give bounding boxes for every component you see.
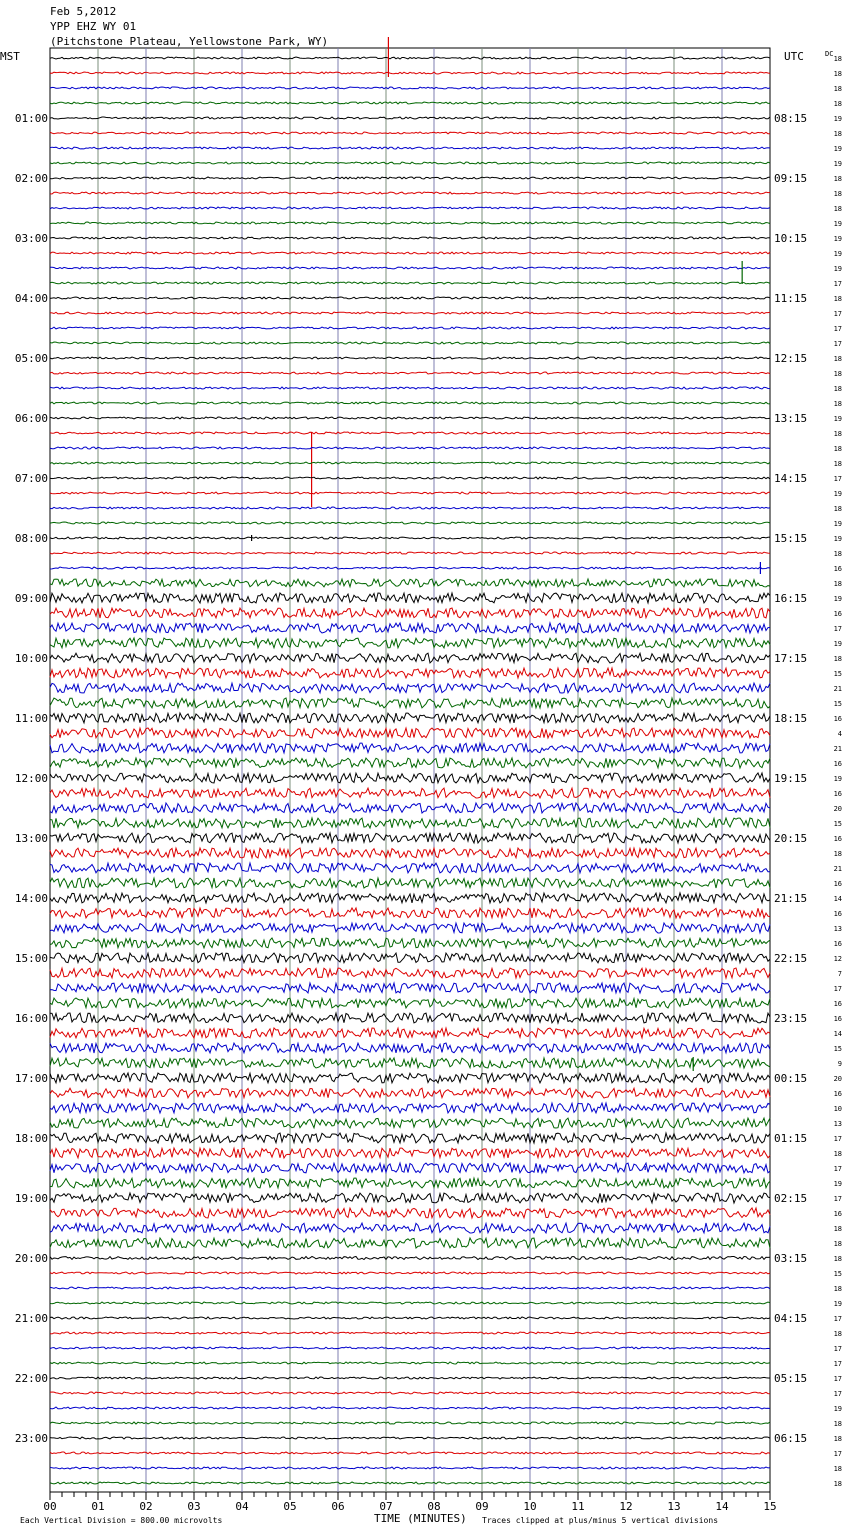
seismic-trace (50, 1133, 770, 1143)
dc-offset-label: 18 (833, 460, 842, 468)
mst-hour-label: 23:00 (14, 1432, 48, 1445)
seismic-trace (50, 222, 770, 224)
dc-offset-label: 18 (833, 85, 842, 93)
seismic-trace (50, 1422, 770, 1424)
dc-offset-label: 16 (833, 1015, 842, 1023)
dc-offset-label: 17 (833, 1315, 842, 1323)
seismic-trace (50, 908, 770, 918)
utc-hour-label: 01:15 (774, 1132, 808, 1145)
mst-hour-label: 12:00 (14, 772, 48, 785)
dc-column-label: DC (825, 50, 834, 58)
seismic-trace (50, 998, 770, 1008)
seismic-trace (50, 1407, 770, 1409)
dc-offset-label: 17 (833, 1135, 842, 1143)
dc-offset-label: 17 (833, 1450, 842, 1458)
seismic-trace (50, 1347, 770, 1349)
seismic-trace (50, 983, 770, 993)
mst-hour-label: 06:00 (14, 412, 48, 425)
seismic-trace (50, 1148, 770, 1158)
utc-hour-label: 04:15 (774, 1312, 808, 1325)
scale-note: Each Vertical Division = 800.00 microvolts (20, 1516, 223, 1525)
seismic-trace (50, 1208, 770, 1218)
dc-offset-label: 18 (833, 100, 842, 108)
seismic-trace (50, 788, 770, 798)
dc-offset-label: 19 (833, 265, 842, 273)
utc-hour-label: 17:15 (774, 652, 808, 665)
dc-offset-label: 18 (833, 1225, 842, 1233)
dc-offset-label: 19 (833, 415, 842, 423)
utc-hour-label: 19:15 (774, 772, 808, 785)
dc-offset-label: 19 (833, 145, 842, 153)
seismic-trace (50, 1362, 770, 1364)
seismic-trace (50, 342, 770, 344)
dc-offset-label: 17 (833, 475, 842, 483)
trace-layer (50, 37, 770, 1484)
dc-offset-label: 19 (833, 1180, 842, 1188)
dc-offset-label: 17 (833, 325, 842, 333)
dc-offset-label: 9 (837, 1060, 842, 1068)
seismic-trace (50, 1287, 770, 1289)
x-tick-label: 14 (715, 1500, 729, 1513)
dc-offset-label: 19 (833, 1300, 842, 1308)
x-tick-label: 05 (283, 1500, 297, 1513)
utc-hour-label: 00:15 (774, 1072, 808, 1085)
seismic-trace (50, 863, 770, 873)
dc-offset-label: 16 (833, 1090, 842, 1098)
seismic-trace (50, 1013, 770, 1023)
seismic-trace (50, 192, 770, 194)
dc-offset-label: 13 (833, 925, 842, 933)
seismic-trace (50, 1317, 770, 1319)
x-tick-label: 06 (331, 1500, 345, 1513)
dc-offset-label: 18 (833, 1435, 842, 1443)
seismic-trace (50, 282, 770, 284)
seismic-trace (50, 923, 770, 933)
utc-axis-label: UTC (784, 50, 804, 63)
dc-offset-label: 15 (833, 1045, 842, 1053)
dc-offset-label: 16 (833, 610, 842, 618)
seismic-trace (50, 1058, 770, 1068)
dc-offset-label: 20 (833, 1075, 842, 1083)
dc-offset-label: 18 (833, 175, 842, 183)
x-tick-label: 02 (139, 1500, 153, 1513)
dc-offset-label: 18 (833, 1420, 842, 1428)
dc-offset-label: 19 (833, 220, 842, 228)
utc-hour-label: 20:15 (774, 832, 808, 845)
utc-hour-label: 15:15 (774, 532, 808, 545)
seismic-trace (50, 297, 770, 299)
seismic-trace (50, 162, 770, 164)
dc-offset-label: 18 (833, 655, 842, 663)
seismic-trace (50, 803, 770, 813)
dc-offset-label: 17 (833, 1195, 842, 1203)
dc-offset-label: 18 (833, 1255, 842, 1263)
seismic-trace (50, 522, 770, 524)
seismic-trace (50, 1272, 770, 1274)
seismic-trace (50, 893, 770, 903)
utc-hour-label: 12:15 (774, 352, 808, 365)
dc-offset-label: 20 (833, 805, 842, 813)
seismic-trace (50, 267, 770, 269)
seismic-trace (50, 1238, 770, 1248)
dc-offset-label: 18 (833, 400, 842, 408)
seismic-trace (50, 593, 770, 603)
seismic-trace (50, 327, 770, 329)
seismic-trace (50, 1392, 770, 1394)
mst-hour-label: 04:00 (14, 292, 48, 305)
seismic-trace (50, 1302, 770, 1304)
seismic-trace (50, 567, 770, 569)
seismic-trace (50, 87, 770, 89)
dc-offset-label: 16 (833, 880, 842, 888)
dc-offset-label: 18 (833, 385, 842, 393)
seismic-trace (50, 953, 770, 963)
seismic-trace (50, 252, 770, 254)
utc-hour-label: 22:15 (774, 952, 808, 965)
station-id: YPP EHZ WY 01 (50, 20, 137, 33)
seismic-trace (50, 1452, 770, 1454)
x-tick-label: 11 (571, 1500, 585, 1513)
seismic-trace (50, 668, 770, 678)
dc-offset-label: 4 (837, 730, 842, 738)
x-tick-label: 13 (667, 1500, 681, 1513)
dc-offset-label: 19 (833, 595, 842, 603)
dc-offset-label: 14 (833, 1030, 842, 1038)
dc-offset-label: 12 (833, 955, 842, 963)
seismic-trace (50, 207, 770, 209)
dc-offset-label: 17 (833, 340, 842, 348)
seismic-trace (50, 1118, 770, 1128)
dc-offset-label: 10 (833, 1105, 842, 1113)
dc-offset-label: 16 (833, 835, 842, 843)
utc-hour-label: 02:15 (774, 1192, 808, 1205)
dc-offset-label: 19 (833, 640, 842, 648)
dc-offset-label: 17 (833, 1390, 842, 1398)
utc-hour-label: 11:15 (774, 292, 808, 305)
dc-offset-label: 15 (833, 670, 842, 678)
dc-offset-label: 18 (833, 1285, 842, 1293)
dc-offset-label: 19 (833, 235, 842, 243)
seismic-trace (50, 147, 770, 149)
utc-hour-label: 06:15 (774, 1432, 808, 1445)
dc-offset-label: 18 (833, 1465, 842, 1473)
dc-offset-label: 16 (833, 760, 842, 768)
seismic-trace (50, 432, 770, 434)
mst-hour-label: 05:00 (14, 352, 48, 365)
plot-frame (50, 48, 770, 1492)
dc-offset-label: 18 (833, 580, 842, 588)
dc-offset-label: 19 (833, 1405, 842, 1413)
dc-offset-label: 19 (833, 775, 842, 783)
dc-offset-label: 17 (833, 280, 842, 288)
seismic-trace (50, 743, 770, 753)
dc-offset-label: 18 (833, 205, 842, 213)
dc-offset-label: 17 (833, 1165, 842, 1173)
dc-offset-label: 18 (833, 70, 842, 78)
seismic-trace (50, 1482, 770, 1484)
x-tick-label: 15 (763, 1500, 777, 1513)
seismic-trace (50, 72, 770, 74)
dc-offset-label: 18 (833, 130, 842, 138)
dc-offset-label: 18 (833, 1240, 842, 1248)
dc-offset-label: 19 (833, 490, 842, 498)
dc-offset-label: 18 (833, 190, 842, 198)
seismic-trace (50, 938, 770, 948)
plot-date: Feb 5,2012 (50, 5, 117, 18)
seismic-trace (50, 552, 770, 554)
utc-hour-label: 21:15 (774, 892, 808, 905)
seismic-trace (50, 1103, 770, 1113)
dc-offset-label: 18 (833, 370, 842, 378)
mst-hour-label: 13:00 (14, 832, 48, 845)
mst-hour-label: 14:00 (14, 892, 48, 905)
utc-hour-label: 10:15 (774, 232, 808, 245)
utc-hour-label: 16:15 (774, 592, 808, 605)
seismic-trace (50, 1467, 770, 1469)
dc-offset-label: 13 (833, 1120, 842, 1128)
dc-offset-label: 21 (833, 685, 842, 693)
dc-offset-label: 17 (833, 310, 842, 318)
seismic-trace (50, 1028, 770, 1038)
seismic-trace (50, 1377, 770, 1379)
dc-offset-label: 18 (833, 850, 842, 858)
seismic-trace (50, 878, 770, 888)
mst-hour-label: 21:00 (14, 1312, 48, 1325)
dc-offset-label: 19 (833, 160, 842, 168)
dc-offset-label: 18 (833, 550, 842, 558)
seismic-trace (50, 537, 770, 539)
seismic-trace (50, 462, 770, 464)
seismic-trace (50, 848, 770, 858)
dc-offset-label: 16 (833, 790, 842, 798)
x-tick-label: 03 (187, 1500, 201, 1513)
dc-offset-label: 21 (833, 745, 842, 753)
mst-hour-label: 11:00 (14, 712, 48, 725)
dc-offset-label: 18 (833, 1480, 842, 1488)
seismic-trace (50, 1257, 770, 1260)
dc-offset-label: 18 (833, 55, 842, 63)
dc-offset-label: 16 (833, 1210, 842, 1218)
x-tick-label: 01 (91, 1500, 105, 1513)
seismic-trace (50, 608, 770, 618)
seismic-trace (50, 698, 770, 708)
utc-hour-label: 08:15 (774, 112, 808, 125)
dc-offset-label: 17 (833, 1375, 842, 1383)
seismic-trace (50, 1193, 770, 1203)
x-tick-label: 04 (235, 1500, 249, 1513)
dc-offset-label: 14 (833, 895, 842, 903)
seismic-trace (50, 653, 770, 663)
seismic-trace (50, 1437, 770, 1439)
dc-offset-label: 18 (833, 430, 842, 438)
dc-offset-label: 18 (833, 1150, 842, 1158)
seismic-trace (50, 237, 770, 239)
seismic-trace (50, 372, 770, 374)
mst-hour-label: 01:00 (14, 112, 48, 125)
utc-hour-label: 03:15 (774, 1252, 808, 1265)
seismic-trace (50, 773, 770, 783)
mst-hour-label: 17:00 (14, 1072, 48, 1085)
seismic-trace (50, 132, 770, 134)
utc-hour-label: 18:15 (774, 712, 808, 725)
dc-offset-label: 16 (833, 1000, 842, 1008)
dc-offset-label: 17 (833, 1360, 842, 1368)
seismic-trace (50, 1073, 770, 1083)
x-tick-label: 08 (427, 1500, 441, 1513)
seismic-trace (50, 833, 770, 843)
dc-offset-label: 17 (833, 625, 842, 633)
seismic-trace (50, 102, 770, 104)
dc-offset-label: 18 (833, 1330, 842, 1338)
seismic-trace (50, 507, 770, 509)
seismic-trace (50, 402, 770, 404)
utc-hour-label: 23:15 (774, 1012, 808, 1025)
dc-offset-label: 18 (833, 295, 842, 303)
seismic-trace (50, 357, 770, 359)
x-tick-label: 00 (43, 1500, 57, 1513)
mst-hour-label: 10:00 (14, 652, 48, 665)
utc-hour-label: 14:15 (774, 472, 808, 485)
seismic-trace (50, 177, 770, 179)
seismic-trace (50, 968, 770, 978)
seismic-trace (50, 683, 770, 693)
mst-hour-label: 22:00 (14, 1372, 48, 1385)
dc-offset-label: 19 (833, 115, 842, 123)
utc-hour-label: 13:15 (774, 412, 808, 425)
mst-hour-label: 19:00 (14, 1192, 48, 1205)
dc-offset-label: 17 (833, 985, 842, 993)
seismic-trace (50, 1178, 770, 1188)
seismic-trace (50, 1043, 770, 1053)
mst-hour-label: 02:00 (14, 172, 48, 185)
seismic-trace (50, 818, 770, 828)
x-tick-label: 10 (523, 1500, 537, 1513)
dc-offset-label: 16 (833, 910, 842, 918)
seismic-trace (50, 477, 770, 479)
dc-offset-label: 18 (833, 505, 842, 513)
dc-offset-label: 19 (833, 535, 842, 543)
seismic-trace (50, 579, 770, 587)
seismic-trace (50, 728, 770, 738)
seismic-trace (50, 387, 770, 389)
mst-hour-label: 16:00 (14, 1012, 48, 1025)
seismic-trace (50, 623, 770, 633)
seismic-trace (50, 1332, 770, 1334)
dc-offset-label: 21 (833, 865, 842, 873)
clip-note: Traces clipped at plus/minus 5 vertical divisions (482, 1516, 719, 1525)
mst-hour-label: 15:00 (14, 952, 48, 965)
seismic-trace (50, 758, 770, 768)
seismic-trace (50, 447, 770, 449)
seismic-trace (50, 57, 770, 59)
dc-offset-label: 17 (833, 1345, 842, 1353)
axis-layer (43, 1492, 776, 1513)
mst-axis-label: MST (0, 50, 20, 63)
mst-hour-label: 03:00 (14, 232, 48, 245)
x-axis-title: TIME (MINUTES) (374, 1512, 467, 1525)
dc-offset-label: 7 (837, 970, 842, 978)
dc-offset-label: 15 (833, 700, 842, 708)
seismic-trace (50, 1088, 770, 1098)
seismic-trace (50, 417, 770, 419)
x-tick-label: 09 (475, 1500, 489, 1513)
seismic-trace (50, 638, 770, 648)
dc-offset-label: 16 (833, 940, 842, 948)
dc-offset-label: 16 (833, 565, 842, 573)
x-tick-label: 07 (379, 1500, 393, 1513)
grid-layer (50, 48, 770, 1492)
seismic-trace (50, 492, 770, 494)
x-tick-label: 12 (619, 1500, 633, 1513)
dc-offset-label: 19 (833, 250, 842, 258)
utc-hour-label: 05:15 (774, 1372, 808, 1385)
seismic-trace (50, 312, 770, 314)
mst-hour-label: 18:00 (14, 1132, 48, 1145)
dc-offset-label: 15 (833, 820, 842, 828)
dc-offset-label: 16 (833, 715, 842, 723)
mst-hour-label: 07:00 (14, 472, 48, 485)
utc-hour-label: 09:15 (774, 172, 808, 185)
dc-offset-label: 18 (833, 445, 842, 453)
dc-offset-label: 19 (833, 520, 842, 528)
seismic-trace (50, 713, 770, 723)
seismic-trace (50, 1163, 770, 1173)
station-location: (Pitchstone Plateau, Yellowstone Park, WY) (50, 35, 329, 48)
seismic-trace (50, 117, 770, 119)
mst-hour-label: 20:00 (14, 1252, 48, 1265)
dc-offset-label: 15 (833, 1270, 842, 1278)
mst-hour-label: 09:00 (14, 592, 48, 605)
mst-hour-label: 08:00 (14, 532, 48, 545)
dc-offset-label: 18 (833, 355, 842, 363)
